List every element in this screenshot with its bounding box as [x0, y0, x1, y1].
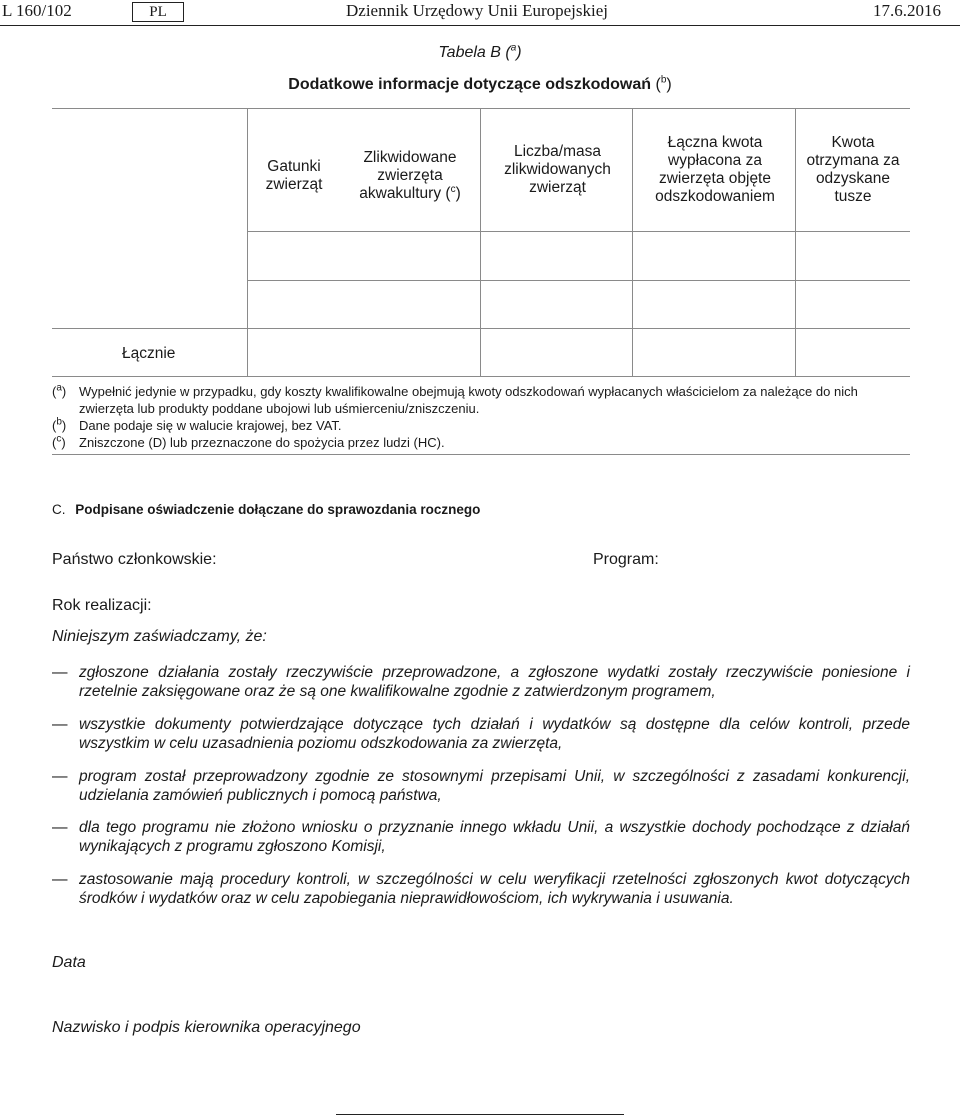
table-subtitle: Dodatkowe informacje dotyczące odszkodowań ($^b$) — [288, 74, 672, 93]
table-subtitle-text: Dodatkowe informacje dotyczące odszkodowań — [288, 76, 652, 93]
column-header-destroyed: Zlikwidowane zwierzęta akwakultury ($^c$) — [359, 149, 461, 202]
table-title-note: a — [510, 42, 517, 54]
column-header-text: Gatunki zwierząt — [265, 158, 323, 193]
column-header-species — [252, 120, 336, 232]
language-badge: PL — [132, 2, 184, 22]
footnote-mark: b — [56, 416, 62, 428]
footnote: ($^a$) Wypełnić jedynie w przypadku, gdy koszty kwalifikowalne obejmują kwoty odszkodowań wypłacanych właścicielom za należące do nich zwierzęta lub produkty poddane ubojowi lub uśmierceniu/zniszczeniu. — [52, 382, 858, 416]
table-col-rule — [632, 108, 633, 376]
dash-marker: — — [52, 871, 68, 888]
certification-text: zastosowanie mają procedury kontroli, w szczególności w celu weryfikacji rzetelności zgłoszonych kwot dotyczących środków i wydatków oraz w celu zapobiegania nieprawidłowościom, ich wykrywania i usuwania. — [79, 871, 910, 907]
table-bottom-rule — [52, 376, 910, 377]
section-title: Podpisane oświadczenie dołączane do sprawozdania rocznego — [75, 502, 481, 517]
total-row-label: Łącznie — [122, 345, 176, 362]
table-row-rule — [247, 280, 910, 281]
footnote: ($^c$) Zniszczone (D) lub przeznaczone do spożycia przez ludzi (HC). — [52, 433, 445, 450]
table-col-rule — [247, 108, 248, 376]
certification-text: zgłoszone działania zostały rzeczywiście przeprowadzone, a zgłoszone wydatki zostały rzeczywiście poniesione i rzetelnie zaksięgowane oraz że są one kwalifikowalne zgodnie z zatwierdzonym programem, — [79, 664, 910, 700]
footnote-text: Wypełnić jedynie w przypadku, gdy koszty kwalifikowalne obejmują kwoty odszkodowań wypłacanych właścicielom za należące do nich zwierzęta lub produkty poddane ubojowi lub uśmierceniu/zniszczeniu. — [79, 384, 858, 416]
section-c-heading — [52, 502, 480, 517]
column-header-number-mass — [490, 114, 625, 226]
footnote-text: Dane podaje się w walucie krajowej, bez VAT. — [79, 418, 342, 433]
column-header-text: Liczba/masa zlikwidowanych zwierząt — [504, 143, 611, 196]
column-header-text: Zlikwidowane zwierzęta akwakultury — [359, 149, 457, 202]
signature-label: Nazwisko i podpis kierownika operacyjnego — [52, 1019, 361, 1036]
year-label: Rok realizacji: — [52, 597, 152, 614]
certification-item — [52, 767, 910, 805]
certification-text: wszystkie dokumenty potwierdzające dotyczące tych działań i wydatków są dostępne dla celów kontroli, przede wszystkim w celu uzasadnienia poziomu odszkodowania za zwierzęta, — [79, 716, 910, 752]
footnote-text: Zniszczone (D) lub przeznaczone do spożycia przez ludzi (HC). — [79, 435, 445, 450]
certification-intro: Niniejszym zaświadczamy, że: — [52, 628, 267, 645]
member-state-label: Państwo członkowskie: — [52, 551, 217, 568]
certification-item — [52, 663, 910, 701]
signature-line — [336, 1114, 624, 1115]
footnote-mark: c — [56, 433, 62, 445]
table-row-rule — [52, 328, 910, 329]
page-header — [0, 0, 960, 26]
footnotes-rule — [52, 454, 910, 455]
table-footnotes — [52, 383, 912, 451]
table-title: Tabela B ($^a$) — [438, 42, 522, 61]
table-title-text: Tabela B — [438, 44, 501, 61]
certification-item — [52, 870, 910, 908]
program-label: Program: — [593, 551, 659, 568]
table-col-rule — [795, 108, 796, 376]
column-header-total-paid — [642, 114, 788, 226]
column-header-note: c — [450, 183, 456, 195]
table-col-rule — [480, 108, 481, 376]
footnote: ($^b$) Dane podaje się w walucie krajowej, bez VAT. — [52, 416, 342, 433]
certification-text: program został przeprowadzony zgodnie ze stosownymi przepisami Unii, w szczególności z zasadami konkurencji, udzielania zamówień publicznych i pomocą państwa, — [79, 768, 910, 804]
header-rule — [0, 25, 960, 26]
footnote-mark: a — [56, 382, 62, 394]
page-reference: L 160/102 — [2, 1, 72, 20]
column-header-carcasses — [805, 114, 901, 226]
certification-item — [52, 818, 910, 856]
publication-date: 17.6.2016 — [873, 1, 941, 20]
date-label: Data — [52, 954, 86, 971]
dash-marker: — — [52, 819, 68, 836]
table-subtitle-note: b — [660, 74, 667, 86]
column-header-text: Łączna kwota wypłacona za zwierzęta objęte odszkodowaniem — [655, 134, 775, 205]
dash-marker: — — [52, 664, 68, 681]
section-letter: C. — [52, 502, 66, 517]
dash-marker: — — [52, 716, 68, 733]
column-header-text: Kwota otrzymana za odzyskane tusze — [806, 134, 900, 205]
journal-title: Dziennik Urzędowy Unii Europejskiej — [346, 1, 609, 20]
certification-text: dla tego programu nie złożono wniosku o przyznanie innego wkładu Unii, a wszystkie dochody pochodzące z działań wynikających z programu zgłoszono Komisji, — [79, 819, 910, 855]
table-top-rule — [52, 108, 910, 109]
certification-item — [52, 715, 910, 753]
dash-marker: — — [52, 768, 68, 785]
